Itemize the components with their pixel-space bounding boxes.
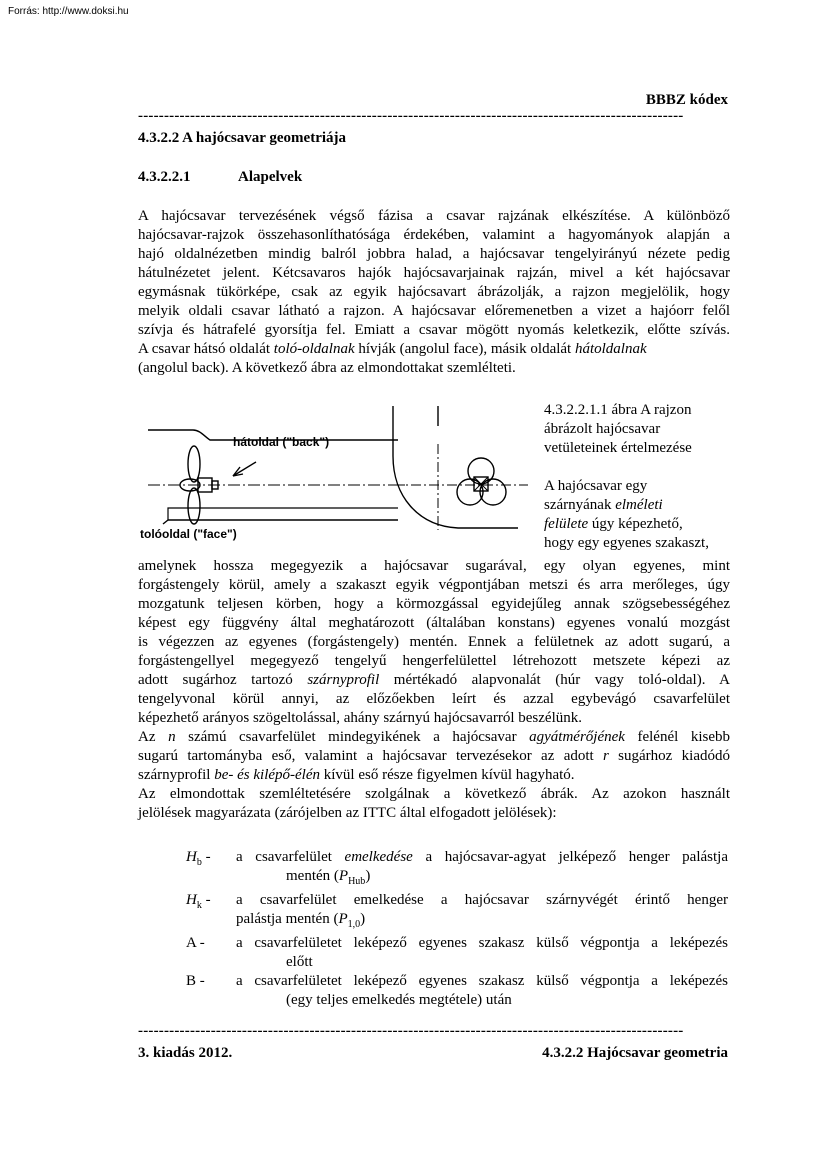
- text-line: forgástengellyel megegyező tengelyű hengerfelülettel létrehozott metszete képezi az: [138, 653, 730, 669]
- text-line: hogy egy egyenes szakaszt,: [544, 535, 709, 551]
- legend-description: a csavarfelület emelkedése a hajócsavar szárnyvégét érintő henger: [236, 892, 728, 908]
- text-line: is végezzen az egyenes (forgástengely) mentén. Ennek a felületnek az adott sugarú, a: [138, 634, 730, 650]
- text-line: hajó oldalnézetben mindig balról jobbra halad, a hajócsavar tengelyirányú nézete pedig: [138, 246, 730, 262]
- text-line: egymásnak tükörképe, csak az egyik hajócsavart ábrázolják, a rajzon megjelölik, hogy: [138, 284, 730, 300]
- legend-continuation: előtt: [286, 954, 313, 970]
- legend-item: [186, 848, 728, 891]
- caption-line: ábrázolt hajócsavar: [544, 421, 661, 437]
- edition-label: 3. kiadás 2012.: [138, 1045, 233, 1061]
- text-line: forgástengely körül, amely a szakaszt egyik végpontjában metszi és arra merőleges, úgy: [138, 577, 730, 593]
- legend-symbol: $H_k$ -: [186, 892, 211, 911]
- legend-description: a csavarfelületet leképező egyenes szakasz külső végpontja a leképezés: [236, 935, 728, 951]
- label-back: hátoldal ("back"): [233, 435, 330, 449]
- text-line: hajócsavar-rajzok összehasonlíthatósága érdekében, valamint a hagyományok alapján a: [138, 227, 730, 243]
- text-line: melyik oldali csavar látható a rajzon. A hajócsavar előremenetben a vizet a hajóorr felől: [138, 303, 730, 319]
- text-line: sugarú tartományba eső, valamint a hajócsavar tervezésekor az adott r sugárhoz kiadódó: [138, 748, 730, 764]
- text-line: A hajócsavar tervezésének végső fázisa a csavar rajzának elkészítése. A különböző: [138, 208, 730, 224]
- text-line: képezhető arányos szögeltolással, ahány szárnyú hajócsavarról beszélünk.: [138, 710, 582, 726]
- text-line: képest egy függvény által meghatározott (általában konstans) egyenes vonalú mozgást: [138, 615, 730, 631]
- section-title: 4.3.2.2 A hajócsavar geometriája: [138, 130, 347, 146]
- source-url: Forrás: http://www.doksi.hu: [8, 6, 129, 17]
- text-line: A hajócsavar egy: [544, 478, 648, 494]
- text-line: hátulnézetet jelent. Kétcsavaros hajók hajócsavarjainak rajzán, mivel a két hajócsavar: [138, 265, 730, 281]
- legend-symbol: A -: [186, 935, 205, 951]
- legend-continuation: mentén $(P_{Hub})$: [286, 868, 371, 887]
- header-rule: ---------------------------------------------------------------------------------------------------------: [138, 108, 684, 124]
- document-code: BBBZ kódex: [645, 92, 728, 108]
- caption-line: 4.3.2.2.1.1 ábra A rajzon: [544, 402, 692, 418]
- legend-item: [186, 972, 728, 1010]
- paragraph-surface: [138, 557, 730, 823]
- label-face: tolóoldal ("face"): [140, 527, 237, 541]
- legend-description: a csavarfelületet leképező egyenes szakasz külső végpontja a leképezés: [236, 973, 728, 989]
- chapter-label: 4.3.2.2 Hajócsavar geometria: [542, 1045, 728, 1061]
- text-line: adott sugárhoz tartozó szárnyprofil mértékadó alapvonalát (húr vagy toló-oldal). A: [138, 672, 730, 688]
- text-line: szárnyának elméleti: [544, 497, 663, 513]
- subsection-heading: [138, 169, 303, 186]
- text-line: szárnyprofil be- és kilépő-élén kívül eső része figyelmen kívül hagyható.: [138, 767, 575, 783]
- footer-rule: ---------------------------------------------------------------------------------------------------------: [138, 1023, 684, 1039]
- text-line: Az n számú csavarfelület mindegyikének a hajócsavar agyátmérőjének felénél kisebb: [138, 729, 731, 745]
- legend-item: [186, 934, 728, 972]
- subsection-number: 4.3.2.2.1: [138, 169, 191, 185]
- subsection-title: Alapelvek: [238, 169, 303, 185]
- legend-continuation: (egy teljes emelkedés megtétele) után: [286, 992, 512, 1008]
- text-line: A csavar hátsó oldalát toló-oldalnak hívják (angolul face), másik oldalát hátoldalnak: [138, 341, 647, 357]
- caption-line: vetületeinek értelmezése: [544, 440, 692, 456]
- paragraph-intro: [138, 207, 730, 378]
- legend-continuation: palástja mentén $(P_{1,0})$: [236, 911, 366, 930]
- text-line: jelölések magyarázata (zárójelben az ITTC által elfogadott jelölések):: [138, 805, 557, 821]
- text-line: tengelyvonal körül annyi, az előzőekben leírt és azzal egybevágó csavarfelület: [138, 691, 730, 707]
- legend-symbol: $H_b$ -: [186, 849, 211, 868]
- text-line: Az elmondottak szemléltetésére szolgálnak a következő ábrák. Az azokon használt: [138, 786, 730, 802]
- text-line: mozgatunk teljesen körben, hogy a körmozgással egyidejűleg annak szögsebességéhez: [138, 596, 730, 612]
- text-line: felülete úgy képezhető,: [544, 516, 683, 532]
- text-line: szívja és hátrafelé gyorsítja fel. Emiatt a csavar mögött nyomás keletkezik, előtte szívás.: [138, 322, 730, 338]
- text-line: (angolul back). A következő ábra az elmondottakat szemlélteti.: [138, 360, 516, 376]
- legend-item: [186, 891, 728, 934]
- notation-legend: [186, 848, 728, 1010]
- legend-symbol: B -: [186, 973, 205, 989]
- figure-caption: [544, 401, 734, 553]
- spacer: [544, 458, 734, 477]
- legend-description: a csavarfelület emelkedése a hajócsavar-agyat jelképező henger palástja: [236, 849, 728, 865]
- text-line: amelynek hossza megegyezik a hajócsavar sugarával, egy olyan egyenes, mint: [138, 558, 730, 574]
- propeller-figure: [138, 396, 538, 546]
